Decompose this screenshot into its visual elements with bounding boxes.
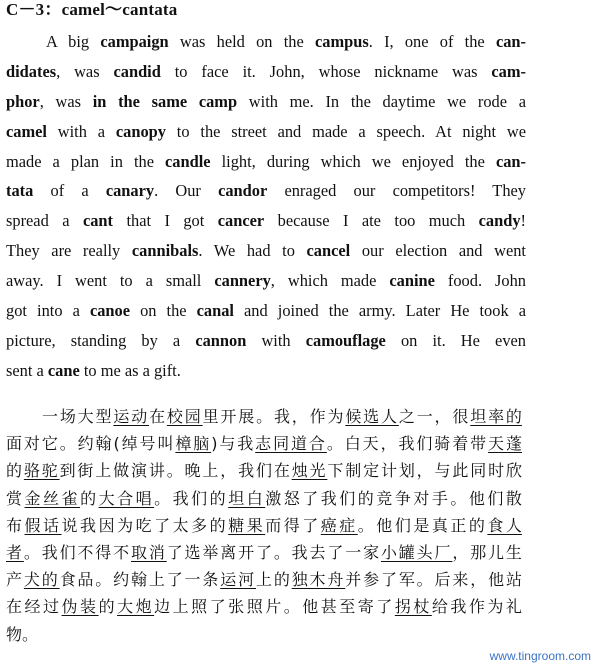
text-run: of a [33,181,106,201]
vocab-translation: 坦白 [228,488,266,508]
chinese-line [6,512,522,539]
vocab-translation: 候选人 [345,407,399,426]
text-run: ，那儿生 [452,542,522,562]
text-run: light, during which we enjoyed the [210,151,496,171]
english-line [6,296,526,326]
text-run: 而得了 [265,515,321,535]
vocab-translation: 坦率的 [470,407,522,426]
text-run: away. I went to a small [6,271,215,291]
text-run: on it. He even [385,330,526,350]
text-run: 到街上做演讲。晚上，我们在 [59,461,292,481]
english-line [6,27,526,57]
vocab-word: cancer [217,211,265,231]
text-run: , was [39,91,93,111]
text-run: 布 [6,515,25,535]
vocab-word: phor [6,91,40,111]
text-run: )与我 [211,434,256,454]
vocab-word: cannery [214,271,271,291]
text-run: 下制定计划，与此同时欣 [327,461,522,481]
vocab-translation: 大合唱 [98,488,155,508]
text-run: made a plan in the [6,151,166,171]
text-run: to face it. John, whose nickname was [160,61,492,81]
text-run: , was [56,61,114,81]
vocab-translation: 食人 [487,515,522,535]
chinese-line [6,621,522,648]
text-run: A big [46,32,101,51]
text-run: 面对它。约翰(绰号叫 [6,434,176,454]
english-line [6,356,526,386]
vocab-translation: 运河 [220,570,256,590]
vocab-word: candle [165,151,211,171]
vocab-word: didates [6,61,57,81]
vocab-translation: 独木舟 [291,570,346,590]
vocab-word: canine [389,271,435,291]
text-run: enraged our competitors! They [267,181,526,201]
chinese-line [6,566,522,593]
vocab-word: canoe [89,301,130,321]
vocab-word: cant [82,211,113,231]
text-run: 食品。约翰上了一条 [59,570,221,590]
text-run: sent a [6,360,48,380]
text-run: 产 [6,570,24,590]
english-line [6,266,526,296]
text-run: and joined the army. Later He took a [233,301,526,321]
text-run: ! [520,211,527,231]
text-run: 。 [22,624,39,644]
watermark: www.tingroom.com [489,649,591,663]
vocab-translation: 烛光 [291,461,328,481]
text-run: picture, standing by a [6,330,196,350]
english-paragraph [6,27,526,386]
chinese-line [6,403,522,430]
text-run: . We had to [198,241,307,261]
vocab-translation: 拐杖 [394,597,432,617]
vocab-word: in the same camp [92,91,238,111]
text-run: They are really [6,241,132,261]
text-run: to the street and made a speech. At night we [165,121,526,141]
vocab-translation: 大炮 [117,597,155,617]
text-run: food. John [434,271,526,291]
text-run: 了选举离开了。我去了一家 [166,542,381,562]
vocab-word: canal [196,301,234,321]
text-run: 赏 [6,488,25,508]
text-run: got into a [6,301,90,321]
text-run: with [246,330,306,350]
vocab-translation: 小罐头厂 [380,542,453,562]
vocab-translation: 癌症 [320,515,358,535]
text-run: 之一，很 [398,407,471,426]
text-run: our election and went [350,241,526,261]
text-run: that I got [113,211,218,231]
text-run: 。我们不得不 [23,542,131,562]
vocab-translation: 樟脑 [175,434,212,454]
vocab-word: campus [315,32,369,51]
text-run: 上的 [255,570,292,590]
english-line [6,236,526,266]
chinese-line [6,593,522,620]
chinese-paragraph [6,403,522,648]
text-run: 在 [149,407,167,426]
text-run: 说我因为吃了太多的 [61,515,229,535]
vocab-translation: 骆驼 [23,461,60,481]
text-run: 一场大型 [42,407,114,426]
vocab-word: cancel [306,241,351,261]
vocab-word: cannibals [131,241,199,261]
text-run: 的 [98,597,118,617]
vocab-word: can- [495,32,526,51]
english-line [6,57,526,87]
vocab-translation: 天蓬 [488,434,522,454]
text-run: 激怒了我们的竞争对手。他们散 [265,488,522,508]
vocab-word: tata [6,181,34,201]
vocab-translation: 假话 [24,515,62,535]
vocab-translation: 校园 [166,407,203,426]
text-run: 给我作为礼 [431,597,522,617]
vocab-word: canary [105,181,155,201]
text-run: spread a [6,211,83,231]
section-title: C－3：camel～cantata [6,0,178,19]
vocab-word: camel [6,121,47,141]
chinese-line [6,539,522,566]
chinese-line [6,485,522,512]
text-run: 在经过 [6,597,62,617]
english-line [6,147,526,177]
vocab-translation: 金丝雀 [24,488,81,508]
english-line [6,206,526,236]
vocab-translation: 志同道合 [255,434,327,454]
english-line [6,176,526,206]
text-run: 。白天，我们骑着带 [326,434,489,454]
vocab-translation: 者 [6,542,24,562]
vocab-translation: 糖果 [228,515,266,535]
vocab-word: candor [218,181,268,201]
text-run: because I ate too much [264,211,479,231]
text-run: to me as a gift. [79,360,181,380]
vocab-word: camouflage [305,330,386,350]
text-run: 的 [6,461,24,481]
text-run: with a [46,121,116,141]
text-run: 并参了军。后来，他站 [345,570,522,590]
vocab-word: campaign [100,32,169,51]
vocab-word: candid [113,61,161,81]
vocab-translation: 运动 [113,407,150,426]
text-run: with me. In the daytime we rode a [237,91,526,111]
text-run: 物 [6,624,23,644]
vocab-word: cane [47,360,80,380]
vocab-word: cannon [195,330,247,350]
chinese-line [6,430,522,457]
vocab-word: candy [478,211,521,231]
vocab-word: canopy [115,121,166,141]
text-run: , which made [270,271,390,291]
chinese-line [6,457,522,484]
english-line [6,117,526,147]
text-run: 边上照了张照片。他甚至寄了 [154,597,395,617]
text-run: 里开展。我，作为 [202,407,346,426]
text-run: 。他们是真正的 [357,515,488,535]
vocab-word: cam- [491,61,526,81]
english-line [6,326,526,356]
english-line [6,87,526,117]
text-run: was held on the [168,32,315,51]
vocab-translation: 伪装 [61,597,99,617]
vocab-translation: 取消 [130,542,167,562]
text-run: on the [130,301,197,321]
text-run: 的 [80,488,99,508]
vocab-word: can- [495,151,526,171]
vocab-translation: 犬的 [23,570,60,590]
text-run: . Our [154,181,219,201]
text-run: 。我们的 [154,488,229,508]
text-run: . I, one of the [368,32,496,51]
